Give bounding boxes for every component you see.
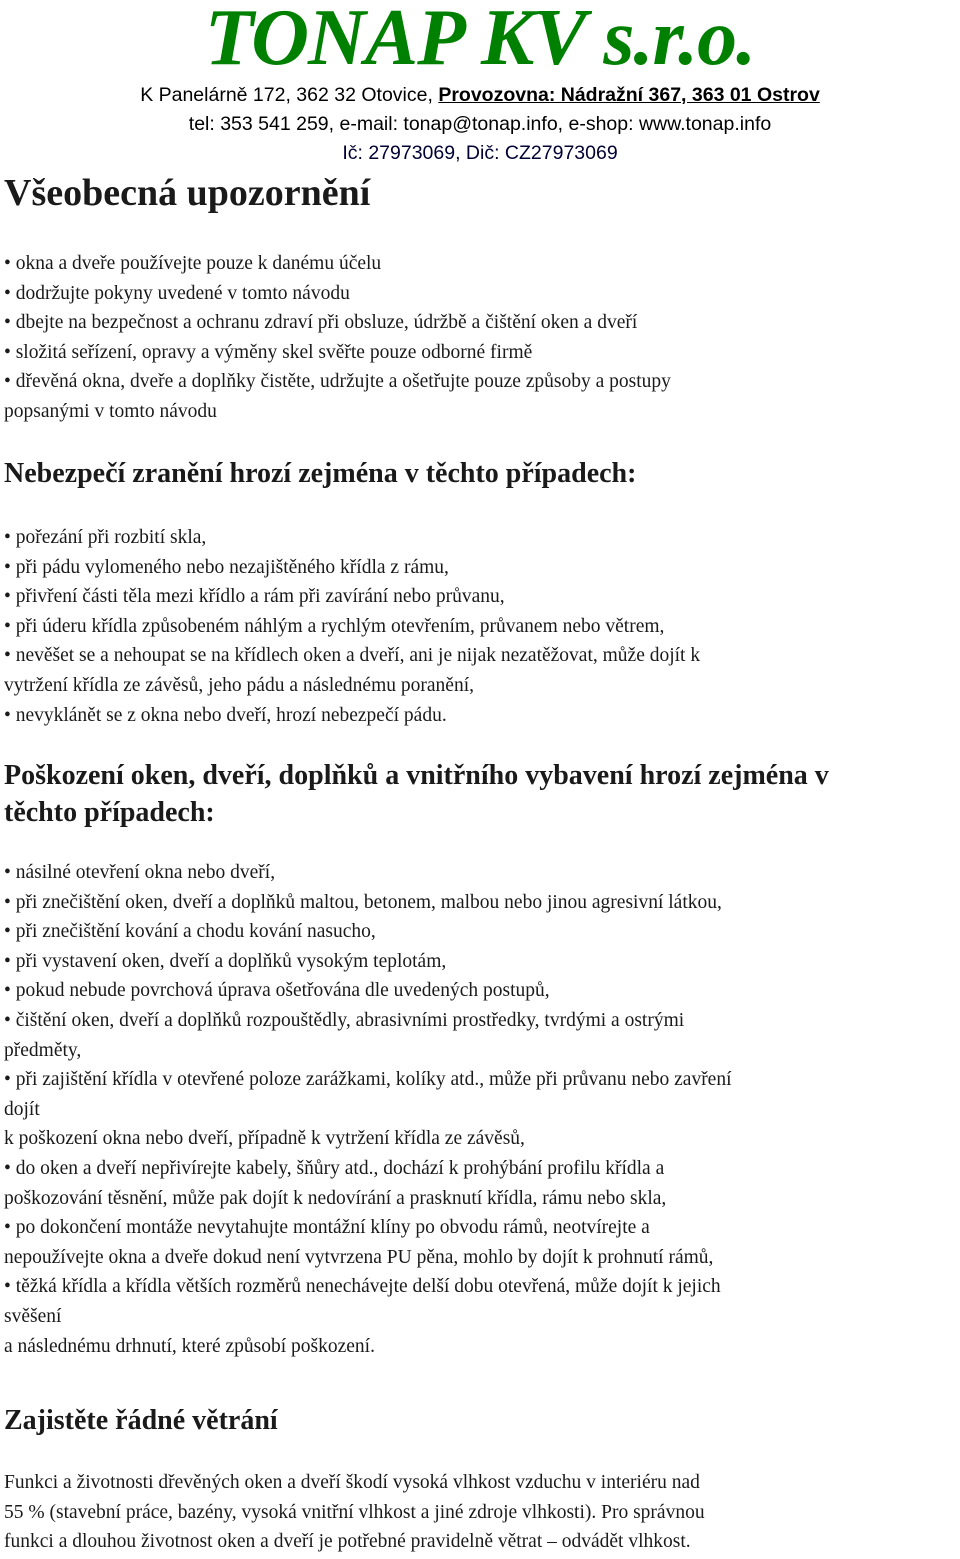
list-item: • při zajištění křídla v otevřené poloze zarážkami, kolíky atd., může při průvanu nebo zavření <box>4 1069 732 1091</box>
company-ids: Ič: 27973069, Dič: CZ27973069 <box>342 142 618 164</box>
company-name: TONAP KV s.r.o. <box>204 0 756 82</box>
list-item: • pokud nebude povrchová úprava ošetřována dle uvedených postupů, <box>4 980 550 1002</box>
damage-heading <box>4 757 829 831</box>
list-item: svěšení <box>4 1305 62 1327</box>
list-item: poškozování těsnění, může pak dojít k nedovírání a prasknutí křídla, rámu nebo skla, <box>4 1187 667 1209</box>
list-item: • pořezání při rozbití skla, <box>4 527 207 548</box>
list-item: dojít <box>4 1098 40 1120</box>
list-item: • do oken a dveří nepřivírejte kabely, šňůry atd., dochází k prohýbání profilu křídla a <box>4 1157 665 1179</box>
damage-heading-line: Poškození oken, dveří, doplňků a vnitřního vybavení hrozí zejména v <box>4 760 829 791</box>
list-item: a následnému drhnutí, které způsobí poškození. <box>4 1335 375 1357</box>
injury-list <box>4 523 956 730</box>
list-item: • dřevěná okna, dveře a doplňky čistěte, udržujte a ošetřujte pouze způsoby a postupy <box>4 371 671 393</box>
ventilation-paragraph <box>4 1468 954 1557</box>
list-item: • dodržujte pokyny uvedené v tomto návodu <box>4 282 350 304</box>
page-title: Všeobecná upozornění <box>4 172 371 214</box>
list-item: • nevyklánět se z okna nebo dveří, hrozí nebezpečí pádu. <box>4 704 447 726</box>
list-item: • při vystavení oken, dveří a doplňků vysokým teplotám, <box>4 950 447 972</box>
damage-heading-line: těchto případech: <box>4 797 215 828</box>
paragraph-line: 55 % (stavební práce, bazény, vysoká vnitřní vlhkost a jiné zdroje vlhkosti). Pro správnou <box>4 1501 705 1523</box>
list-item: • těžká křídla a křídla větších rozměrů nenechávejte delší dobu otevřená, může dojít k jejich <box>4 1276 721 1298</box>
list-item: • při znečištění kování a chodu kování nasucho, <box>4 921 376 943</box>
ventilation-heading: Zajistěte řádné větrání <box>4 1405 278 1436</box>
damage-list <box>4 858 956 1361</box>
list-item: k poškození okna nebo dveří, případně k vytržení křídla ze závěsů, <box>4 1128 525 1150</box>
general-warnings-list <box>4 249 956 427</box>
list-item: • dbejte na bezpečnost a ochranu zdraví při obsluze, údržbě a čištění oken a dveří <box>4 312 638 334</box>
list-item: • při znečištění oken, dveří a doplňků maltou, betonem, malbou nebo jinou agresivní látkou, <box>4 891 722 913</box>
list-item: nepoužívejte okna a dveře dokud není vytvrzena PU pěna, mohlo by dojít k prohnutí rámů, <box>4 1246 714 1268</box>
paragraph-line: Funkci a životnosti dřevěných oken a dveří škodí vysoká vlhkost vzduchu v interiéru nad <box>4 1472 700 1493</box>
injury-heading: Nebezpečí zranění hrozí zejména v těchto případech: <box>4 458 637 489</box>
list-item: • při pádu vylomeného nebo nezajištěného křídla z rámu, <box>4 556 449 578</box>
list-item: • násilné otevření okna nebo dveří, <box>4 862 276 883</box>
list-item: • nevěšet se a nehoupat se na křídlech oken a dveří, ani je nijak nezatěžovat, může dojít k <box>4 645 701 667</box>
list-item: předměty, <box>4 1039 82 1061</box>
paragraph-line: funkci a dlouhou životnost oken a dveří je potřebné pravidelně větrat – odvádět vlhkost. <box>4 1531 691 1553</box>
list-item: • při úderu křídla způsobeném náhlým a rychlým otevřením, průvanem nebo větrem, <box>4 615 665 637</box>
list-item: • čištění oken, dveří a doplňků rozpouštědly, abrasivními prostředky, tvrdými a ostrými <box>4 1009 685 1031</box>
list-item: popsanými v tomto návodu <box>4 400 217 422</box>
list-item: • okna a dveře používejte pouze k danému účelu <box>4 253 382 274</box>
company-contact: tel: 353 541 259, e-mail: tonap@tonap.info, e-shop: www.tonap.info <box>188 113 772 135</box>
registered-address: K Panelárně 172, 362 32 Otovice, <box>140 84 439 106</box>
company-address <box>0 82 960 108</box>
workshop-address: Provozovna: Nádražní 367, 363 01 Ostrov <box>438 84 820 106</box>
list-item: • přivření části těla mezi křídlo a rám při zavírání nebo průvanu, <box>4 586 505 608</box>
list-item: • po dokončení montáže nevytahujte montážní klíny po obvodu rámů, neotvírejte a <box>4 1217 650 1239</box>
list-item: • složitá seřízení, opravy a výměny skel svěřte pouze odborné firmě <box>4 341 533 363</box>
list-item: vytržení křídla ze závěsů, jeho pádu a následnému poranění, <box>4 674 474 696</box>
